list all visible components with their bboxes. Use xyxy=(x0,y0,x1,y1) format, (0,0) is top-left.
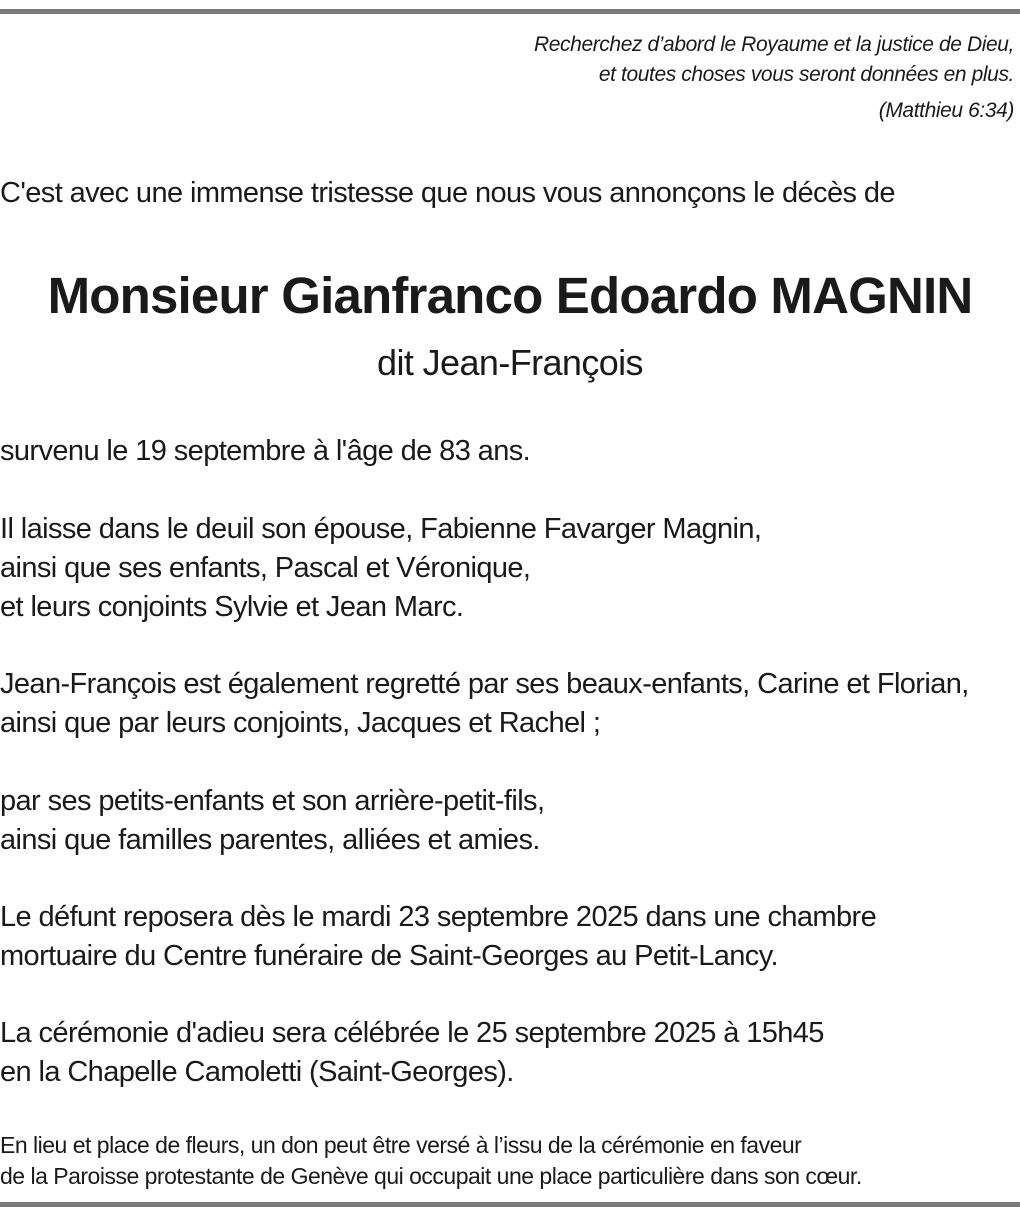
ceremony-paragraph xyxy=(0,1014,824,1092)
top-border xyxy=(0,9,1020,14)
grandchildren-paragraph xyxy=(0,782,544,860)
ceremony-line-1: La cérémonie d'adieu sera célébrée le 25 septembre 2025 à 15h45 xyxy=(0,1017,824,1049)
grandchildren-line-1: par ses petits-enfants et son arrière-petit-fils, xyxy=(0,785,545,817)
death-info-line: survenu le 19 septembre à l'âge de 83 ans. xyxy=(0,435,531,467)
family-line-2: ainsi que ses enfants, Pascal et Véronique, xyxy=(0,552,531,584)
ceremony-line-2: en la Chapelle Camoletti (Saint-Georges). xyxy=(0,1056,514,1088)
intro-text: C'est avec une immense tristesse que nous vous annonçons le décès de xyxy=(0,177,895,209)
grandchildren-line-2: ainsi que familles parentes, alliées et amies. xyxy=(0,824,540,856)
step-family-line-2: ainsi que par leurs conjoints, Jacques et Rachel ; xyxy=(0,707,601,739)
family-line-1: Il laisse dans le deuil son épouse, Fabienne Favarger Magnin, xyxy=(0,513,762,545)
viewing-line-1: Le défunt reposera dès le mardi 23 septembre 2025 dans une chambre xyxy=(0,901,877,933)
family-line-3: et leurs conjoints Sylvie et Jean Marc. xyxy=(0,591,464,623)
viewing-line-2: mortuaire du Centre funéraire de Saint-Georges au Petit-Lancy. xyxy=(0,940,778,972)
quote-line-2: et toutes choses vous seront données en plus. xyxy=(598,63,1014,86)
step-family-paragraph xyxy=(0,665,969,743)
quote-line-1: Recherchez d’abord le Royaume et la justice de Dieu, xyxy=(534,33,1014,56)
family-paragraph xyxy=(0,510,761,627)
viewing-paragraph xyxy=(0,898,876,976)
bible-quote xyxy=(534,30,1014,126)
step-family-line-1: Jean-François est également regretté par ses beaux-enfants, Carine et Florian, xyxy=(0,668,969,700)
donation-line-2: de la Paroisse protestante de Genève qui occupait une place particulière dans son cœur. xyxy=(0,1163,862,1189)
deceased-nickname: dit Jean-François xyxy=(377,342,643,383)
donation-note xyxy=(0,1130,862,1192)
donation-line-1: En lieu et place de fleurs, un don peut être versé à l’issu de la cérémonie en faveur xyxy=(0,1132,802,1158)
death-info xyxy=(0,432,530,471)
bottom-border xyxy=(0,1202,1020,1207)
deceased-name: Monsieur Gianfranco Edoardo MAGNIN xyxy=(47,267,973,324)
quote-reference: (Matthieu 6:34) xyxy=(878,99,1014,122)
